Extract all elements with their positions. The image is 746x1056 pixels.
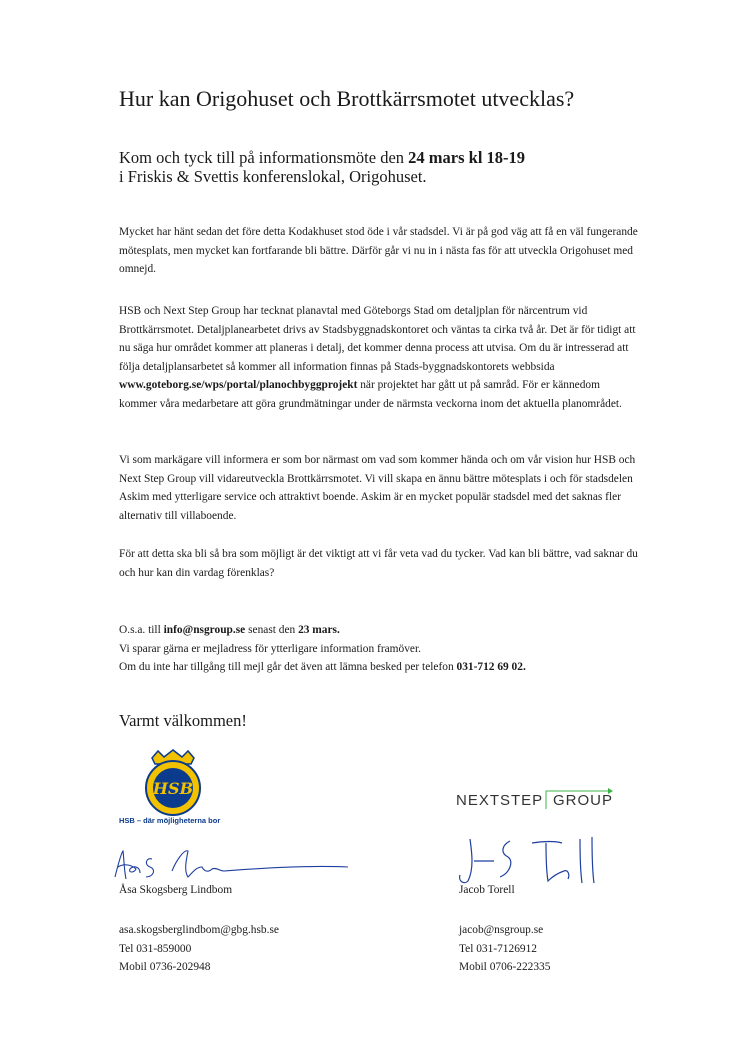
signatory-left-email[interactable]: asa.skogsberglindbom@gbg.hsb.se	[119, 924, 279, 936]
subtitle-prefix: Kom och tyck till på informationsmöte den	[119, 148, 409, 167]
welcome-text: Varmt välkommen!	[119, 711, 247, 730]
rsvp-line-2: Vi sparar gärna er mejladress för ytterligare information framöver.	[119, 642, 421, 655]
paragraph-feedback: För att detta ska bli så bra som möjligt är det viktigt att vi får veta vad du tycker. Vad kan bli bättre, vad saknar du och hur kan din vardag förenklas?	[119, 548, 638, 579]
signature-jacob	[452, 833, 602, 888]
paragraph-vision: Vi som markägare vill informera er som bor närmast om vad som kommer hända och om vår vision hur HSB och Next Step Group vill vidareutveckla Brottkärrsmotet. Vi vill skapa en ännu bättre mötesplats i och för stadsdelen Askim med ytterligare service och attraktivt boende. Askim är en mycket populär stadsdel med det saknas fler alternativ till villaboende.	[119, 454, 636, 522]
event-subtitle	[119, 148, 525, 186]
paragraph-planavtal-text-b: när projektet har gått ut på samråd. För er kännedom kommer våra medarbetare att göra grundmätningar under de närmsta veckorna inom det aktuella planområdet.	[119, 379, 622, 410]
signature-asa-stroke	[115, 851, 348, 879]
rsvp-phone-prefix: Om du inte har tillgång till mejl går det även att lämna besked per telefon	[119, 661, 457, 674]
signatory-left-tel: Tel 031-859000	[119, 942, 192, 955]
rsvp-prefix: O.s.a. till	[119, 624, 164, 636]
rsvp-deadline-prefix: senast den	[245, 624, 299, 636]
signatory-left-name: Åsa Skogsberg Lindbom	[119, 884, 233, 896]
hsb-logo	[142, 748, 204, 816]
rsvp-email-link[interactable]: info@nsgroup.se	[163, 624, 246, 636]
hsb-logo-text: HSB	[152, 779, 194, 798]
rsvp-block	[119, 621, 639, 677]
signatory-left-mobil: Mobil 0736-202948	[119, 961, 211, 974]
nextstep-logo	[456, 785, 616, 811]
paragraph-intro: Mycket har hänt sedan det före detta Kodakhuset stod öde i vår stadsdel. Vi är på god väg att få en väl fungerande mötesplats, men mycket kan fortfarande bli bättre. Därför går vi nu in i nästa fas för att utveckla Origohuset med omnejd.	[119, 226, 638, 276]
signatory-right-email[interactable]: jacob@nsgroup.se	[459, 924, 544, 936]
hsb-tagline: HSB – där möjligheterna bor	[119, 816, 221, 825]
signatory-right-mobil: Mobil 0706-222335	[459, 961, 551, 974]
signature-jacob-stroke	[460, 837, 594, 883]
rsvp-line-1	[119, 621, 639, 640]
event-datetime: 24 mars kl 18-19	[408, 148, 526, 167]
subtitle-line-1	[119, 148, 525, 167]
page-title: Hur kan Origohuset och Brottkärrsmotet utvecklas?	[119, 86, 575, 111]
planning-website-link[interactable]: www.goteborg.se/wps/portal/planochbyggprojekt	[119, 379, 358, 392]
paragraph-planavtal-text-a: HSB och Next Step Group har tecknat planavtal med Göteborgs Stad om detaljplan för närcentrum vid Brottkärrsmotet. Detaljplanearbetet drivs av Stadsbyggnadskontoret och väntas ta cirka två år. Det är för tidigt att nu säga hur området kommer att planeras i detalj, det kommer denna process att utvisa. Om du är intresserad att följa detaljplansarbetet så kommer all information finnas på Stads-byggnadskontorets webbsida	[119, 305, 636, 373]
signatory-right-name: Jacob Torell	[459, 884, 515, 896]
rsvp-deadline: 23 mars.	[298, 624, 340, 636]
subtitle-line-2: i Friskis & Svettis konferenslokal, Origohuset.	[119, 167, 427, 186]
rsvp-line-3	[119, 658, 639, 677]
rsvp-phone: 031-712 69 02.	[456, 661, 526, 674]
signatory-left-contact	[119, 921, 279, 977]
paragraph-planavtal	[119, 302, 639, 414]
signatory-right-contact	[459, 921, 550, 977]
signatory-right-tel: Tel 031-7126912	[459, 942, 537, 955]
signature-asa	[112, 845, 352, 885]
nextstep-logo-text-b: GROUP	[553, 792, 614, 809]
nextstep-logo-text-a: NEXTSTEP	[456, 792, 544, 809]
